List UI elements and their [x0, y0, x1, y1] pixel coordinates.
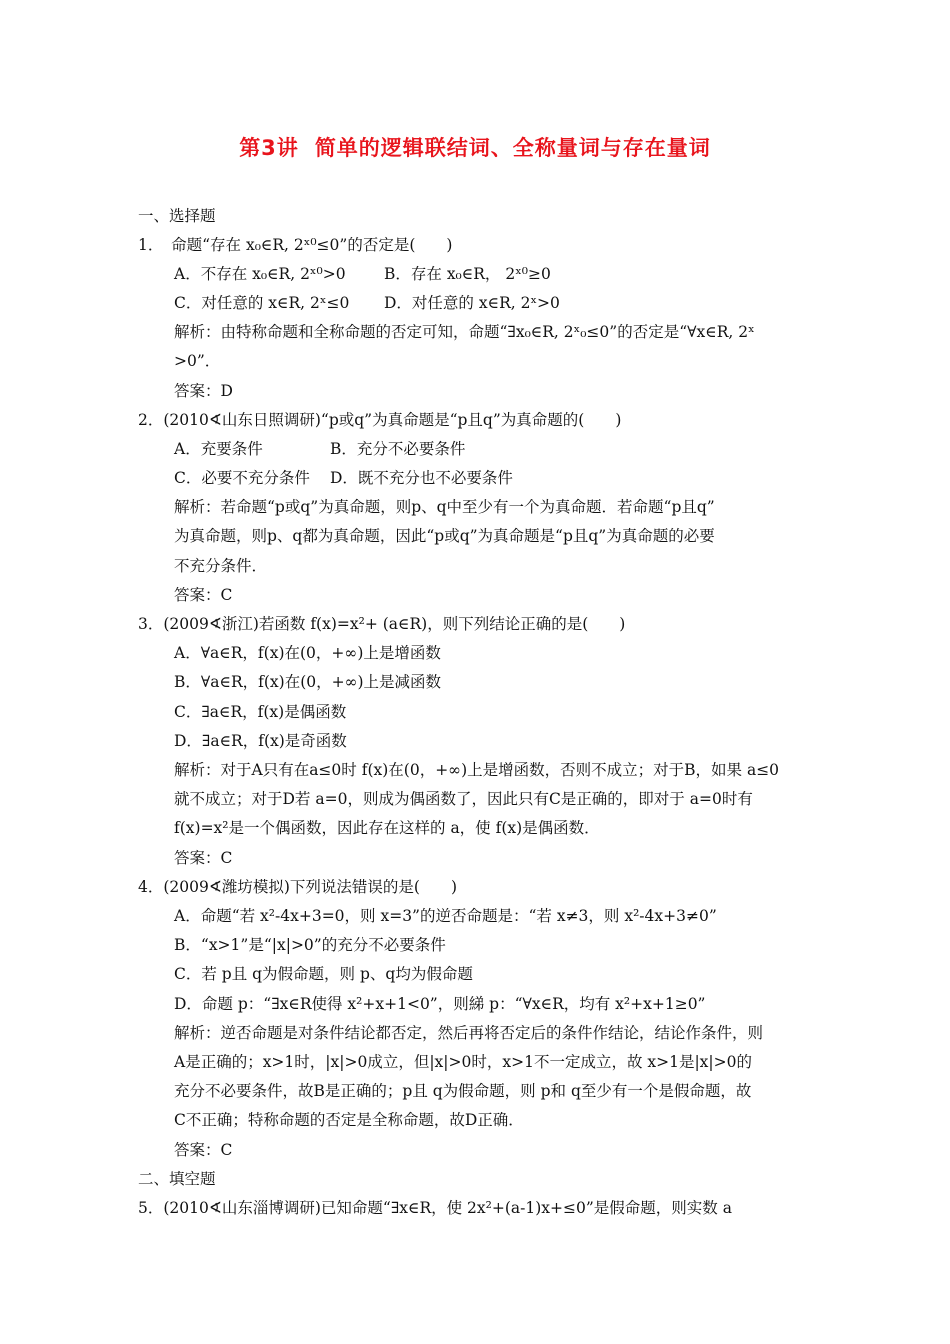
q1-analysis-cont: >0”． [174, 352, 221, 370]
lecture-title: 简单的逻辑联结词、全称量词与存在量词 [314, 136, 711, 160]
section-heading-choice: 一、选择题 [138, 207, 216, 225]
q2-option-b: B．充分不必要条件 [330, 440, 466, 458]
q3-option-b: B．∀a∈R，f(x)在(0，+∞)上是减函数 [174, 673, 442, 691]
lecture-number: 第3讲 [239, 136, 299, 160]
page-title [0, 132, 950, 162]
q4-option-d: D．命题 p：“∃x∈R使得 x²+x+1<0”，则綈 p：“∀x∈R，均有 x²+x+1≥0” [174, 995, 706, 1013]
q1-analysis: 解析：由特称命题和全称命题的否定可知，命题“∃x₀∈R, 2ˣ₀≤0”的否定是“∀x∈R, 2ˣ [174, 323, 755, 341]
q3-option-a: A．∀a∈R，f(x)在(0，+∞)上是增函数 [174, 644, 441, 662]
q1-option-a: A．不存在 x₀∈R, 2ˣ⁰>0 [174, 265, 346, 283]
q1-option-b: B．存在 x₀∈R， 2ˣ⁰≥0 [384, 265, 551, 283]
q4-analysis-cont-1: A是正确的；x>1时，|x|>0成立，但|x|>0时，x>1不一定成立，故 x>1是|x|>0的 [174, 1053, 752, 1071]
q1-option-c: C．对任意的 x∈R, 2ˣ≤0 [174, 294, 350, 312]
q3-analysis-cont-1: 就不成立；对于D若 a=0，则成为偶函数了，因此只有C是正确的，即对于 a=0时有 [174, 790, 753, 808]
question-2: 2．(2010∢山东日照调研)“p或q”为真命题是“p且q”为真命题的( ) [138, 411, 622, 429]
q4-analysis-cont-3: C不正确；特称命题的否定是全称命题，故D正确． [174, 1111, 524, 1129]
question-3: 3．(2009∢浙江)若函数 f(x)=x²+ (a∈R)，则下列结论正确的是( ) [138, 615, 626, 633]
q2-answer: 答案：C [174, 586, 233, 604]
q2-analysis: 解析：若命题“p或q”为真命题，则p、q中至少有一个为真命题．若命题“p且q” [174, 498, 715, 516]
q2-analysis-cont-1: 为真命题，则p、q都为真命题，因此“p或q”为真命题是“p且q”为真命题的必要 [174, 527, 715, 545]
q4-analysis-cont-2: 充分不必要条件，故B是正确的；p且 q为假命题，则 p和 q至少有一个是假命题，故 [174, 1082, 752, 1100]
question-5: 5．(2010∢山东淄博调研)已知命题“∃x∈R，使 2x²+(a-1)x+≤0”是假命题，则实数 a [138, 1199, 732, 1217]
q3-analysis-cont-2: f(x)=x²是一个偶函数，因此存在这样的 a，使 f(x)是偶函数． [174, 819, 600, 837]
q3-analysis: 解析：对于A只有在a≤0时 f(x)在(0，+∞)上是增函数，否则不成立；对于B，如果 a≤0 [174, 761, 780, 779]
question-4: 4．(2009∢潍坊模拟)下列说法错误的是( ) [138, 878, 457, 896]
q2-option-a: A．充要条件 [174, 440, 263, 458]
q2-option-d: D．既不充分也不必要条件 [330, 469, 513, 487]
q4-option-c: C．若 p且 q为假命题，则 p、q均为假命题 [174, 965, 473, 983]
q1-option-d: D．对任意的 x∈R, 2ˣ>0 [384, 294, 560, 312]
q3-option-c: C．∃a∈R，f(x)是偶函数 [174, 703, 347, 721]
section-heading-fill: 二、填空题 [138, 1170, 216, 1188]
q1-answer: 答案：D [174, 382, 233, 400]
q3-answer: 答案：C [174, 849, 233, 867]
q4-option-a: A．命题“若 x²-4x+3=0，则 x=3”的逆否命题是：“若 x≠3，则 x²-4x+3≠0” [174, 907, 717, 925]
q4-option-b: B．“x>1”是“|x|>0”的充分不必要条件 [174, 936, 446, 954]
q4-analysis: 解析：逆否命题是对条件结论都否定，然后再将否定后的条件作结论，结论作条件，则 [174, 1024, 764, 1042]
q3-option-d: D．∃a∈R，f(x)是奇函数 [174, 732, 347, 750]
question-1: 1． 命题“存在 x₀∈R, 2ˣ⁰≤0”的否定是( ) [138, 236, 453, 254]
q4-answer: 答案：C [174, 1141, 233, 1159]
q2-option-c: C．必要不充分条件 [174, 469, 310, 487]
q2-analysis-cont-2: 不充分条件． [174, 557, 268, 575]
